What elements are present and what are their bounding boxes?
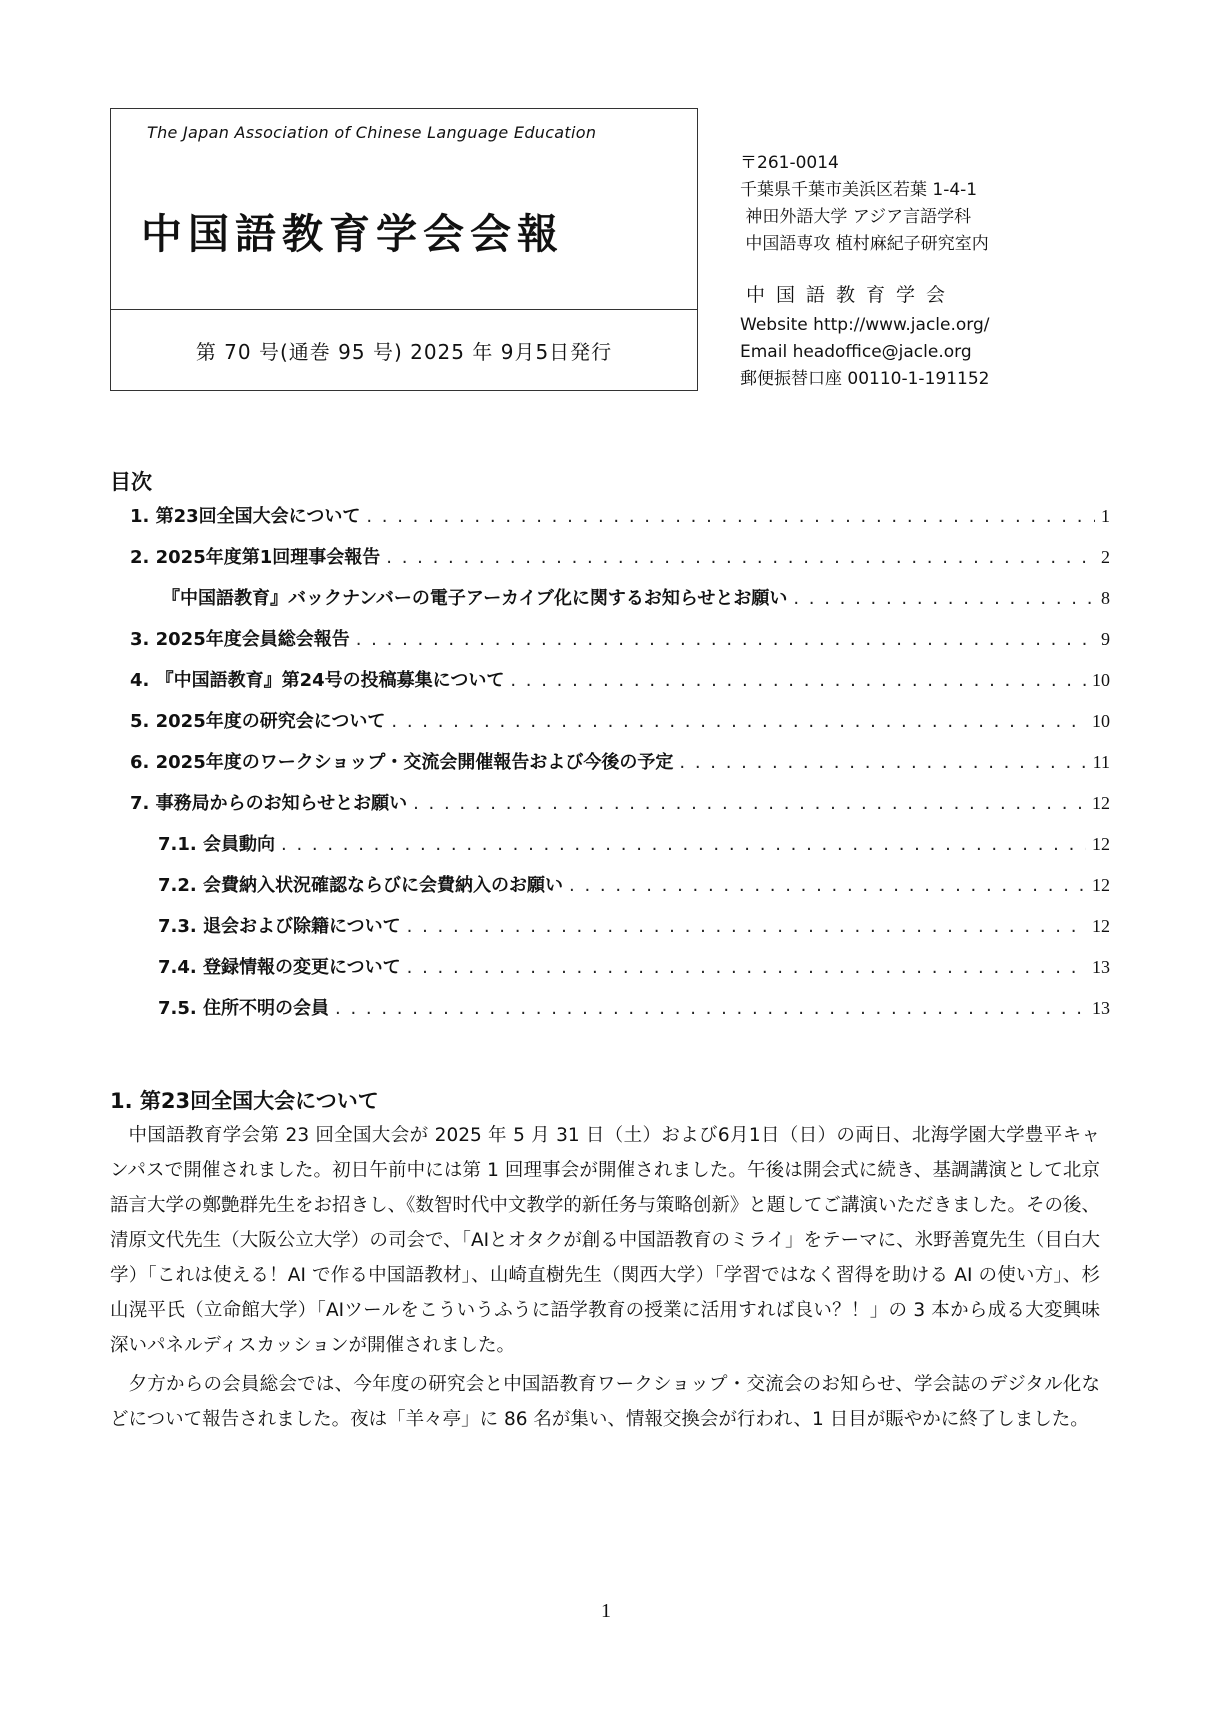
toc-item-label: 5. 2025年度の研究会について [130, 711, 386, 732]
toc-item-page: 13 [1092, 998, 1110, 1018]
toc-item-label: 2. 2025年度第1回理事会報告 [130, 547, 381, 568]
organization-name: 中国語教育学会 [746, 284, 957, 306]
masthead-title: 中国語教育学会会報 [141, 210, 564, 258]
toc-leader-dots [413, 793, 1086, 814]
table-of-contents [110, 502, 1110, 1035]
toc-item-label: 7.1. 会員動向 [158, 834, 275, 855]
toc-item-page: 8 [1101, 588, 1110, 608]
issue-line: 第 70 号(通巻 95 号) 2025 年 9月5日発行 [195, 339, 613, 364]
address-line-1: 千葉県千葉市美浜区若葉 1-4-1 [740, 180, 978, 200]
postal-code: 〒261-0014 [740, 153, 839, 173]
toc-item-page: 10 [1092, 670, 1110, 690]
toc-item-label: 4. 『中国語教育』第24号の投稿募集について [130, 670, 505, 691]
toc-leader-dots [793, 588, 1095, 609]
toc-item[interactable] [110, 625, 1110, 666]
section-1-heading: 1. 第23回全国大会について [110, 1089, 379, 1113]
toc-leader-dots [407, 957, 1086, 978]
toc-leader-dots [386, 547, 1095, 568]
toc-item-page: 12 [1092, 793, 1110, 813]
toc-item-label: 7.2. 会費納入状況確認ならびに会費納入のお願い [158, 875, 563, 896]
postal-transfer-account: 郵便振替口座 00110-1-191152 [740, 369, 990, 389]
address-line-2: 神田外語大学 アジア言語学科 [740, 207, 972, 227]
section-1-body [110, 1118, 1100, 1441]
toc-item-label: 7.4. 登録情報の変更について [158, 957, 401, 978]
toc-item-page: 13 [1092, 957, 1110, 977]
toc-item-page: 12 [1092, 834, 1110, 854]
toc-item-label: 『中国語教育』バックナンバーの電子アーカイブ化に関するお知らせとお願い [162, 588, 788, 609]
toc-leader-dots [569, 875, 1086, 896]
toc-item-label: 3. 2025年度会員総会報告 [130, 629, 350, 650]
masthead-subtitle: The Japan Association of Chinese Language Education [147, 123, 597, 142]
toc-item-page: 12 [1092, 875, 1110, 895]
toc-leader-dots [335, 998, 1086, 1019]
toc-item-label: 1. 第23回全国大会について [130, 506, 361, 527]
toc-item-page: 9 [1101, 629, 1110, 649]
paragraph: 中国語教育学会第 23 回全国大会が 2025 年 5 月 31 日（土）および6月1日（日）の両日、北海学園大学豊平キャンパスで開催されました。初日午前中には第 1 回理事会が開催されました。午後は開会式に続き、基調講演として北京語言大学の鄭艶群先生をお招きし、《数智时代中文教学的新任务与策略创新》と題してご講演いただきました。その後、清原文代先生（大阪公立大学）の司会で、「AIとオタクが創る中国語教育のミライ」をテーマに、氷野善寛先生（目白大学）「これは使える！AI で作る中国語教材」、山崎直樹先生（関西大学）「学習ではなく習得を助ける AI の使い方」、杉山滉平氏（立命館大学）「AIツールをこういうふうに語学教育の授業に活用すれば良い？！」の 3 本から成る大変興味深いパネルディスカッションが開催されました。 [110, 1125, 1100, 1356]
toc-leader-dots [356, 629, 1095, 650]
toc-item-page: 10 [1092, 711, 1110, 731]
toc-item-page: 11 [1092, 752, 1110, 772]
contact-block [740, 312, 990, 393]
website-link[interactable]: Website http://www.jacle.org/ [740, 315, 990, 335]
toc-heading: 目次 [110, 470, 152, 494]
toc-item-label: 7. 事務局からのお知らせとお願い [130, 793, 408, 814]
toc-leader-dots [391, 711, 1086, 732]
toc-subitem[interactable] [110, 871, 1110, 912]
toc-item-page: 12 [1092, 916, 1110, 936]
toc-item-label: 6. 2025年度のワークショップ・交流会開催報告および今後の予定 [130, 752, 674, 773]
address-block [740, 150, 989, 258]
toc-item[interactable] [110, 748, 1110, 789]
toc-leader-dots [366, 506, 1095, 527]
toc-item[interactable] [110, 707, 1110, 748]
toc-subitem[interactable] [110, 830, 1110, 871]
toc-subitem[interactable] [110, 953, 1110, 994]
masthead-box [110, 108, 698, 391]
masthead-title-area [111, 109, 697, 310]
email-link[interactable]: Email headoffice@jacle.org [740, 342, 972, 362]
toc-item-page: 2 [1101, 547, 1110, 567]
page-number: 1 [601, 1600, 611, 1622]
toc-item[interactable] [110, 789, 1110, 830]
toc-subitem[interactable] [110, 994, 1110, 1035]
toc-item-page: 1 [1101, 506, 1110, 526]
toc-subitem[interactable] [110, 912, 1110, 953]
toc-item-label: 7.5. 住所不明の会員 [158, 998, 329, 1019]
address-line-3: 中国語専攻 植村麻紀子研究室内 [740, 234, 989, 254]
toc-leader-dots [679, 752, 1086, 773]
toc-item[interactable] [110, 502, 1110, 543]
toc-item[interactable] [110, 666, 1110, 707]
toc-leader-dots [407, 916, 1086, 937]
toc-item[interactable] [110, 543, 1110, 584]
toc-leader-dots [510, 670, 1086, 691]
toc-leader-dots [281, 834, 1086, 855]
paragraph: 夕方からの会員総会では、今年度の研究会と中国語教育ワークショップ・交流会のお知らせ、学会誌のデジタル化などについて報告されました。夜は「羊々亭」に 86 名が集い、情報交換会が行われ、1 日目が賑やかに終了しました。 [110, 1374, 1100, 1430]
toc-item-label: 7.3. 退会および除籍について [158, 916, 401, 937]
toc-item[interactable] [110, 584, 1110, 625]
